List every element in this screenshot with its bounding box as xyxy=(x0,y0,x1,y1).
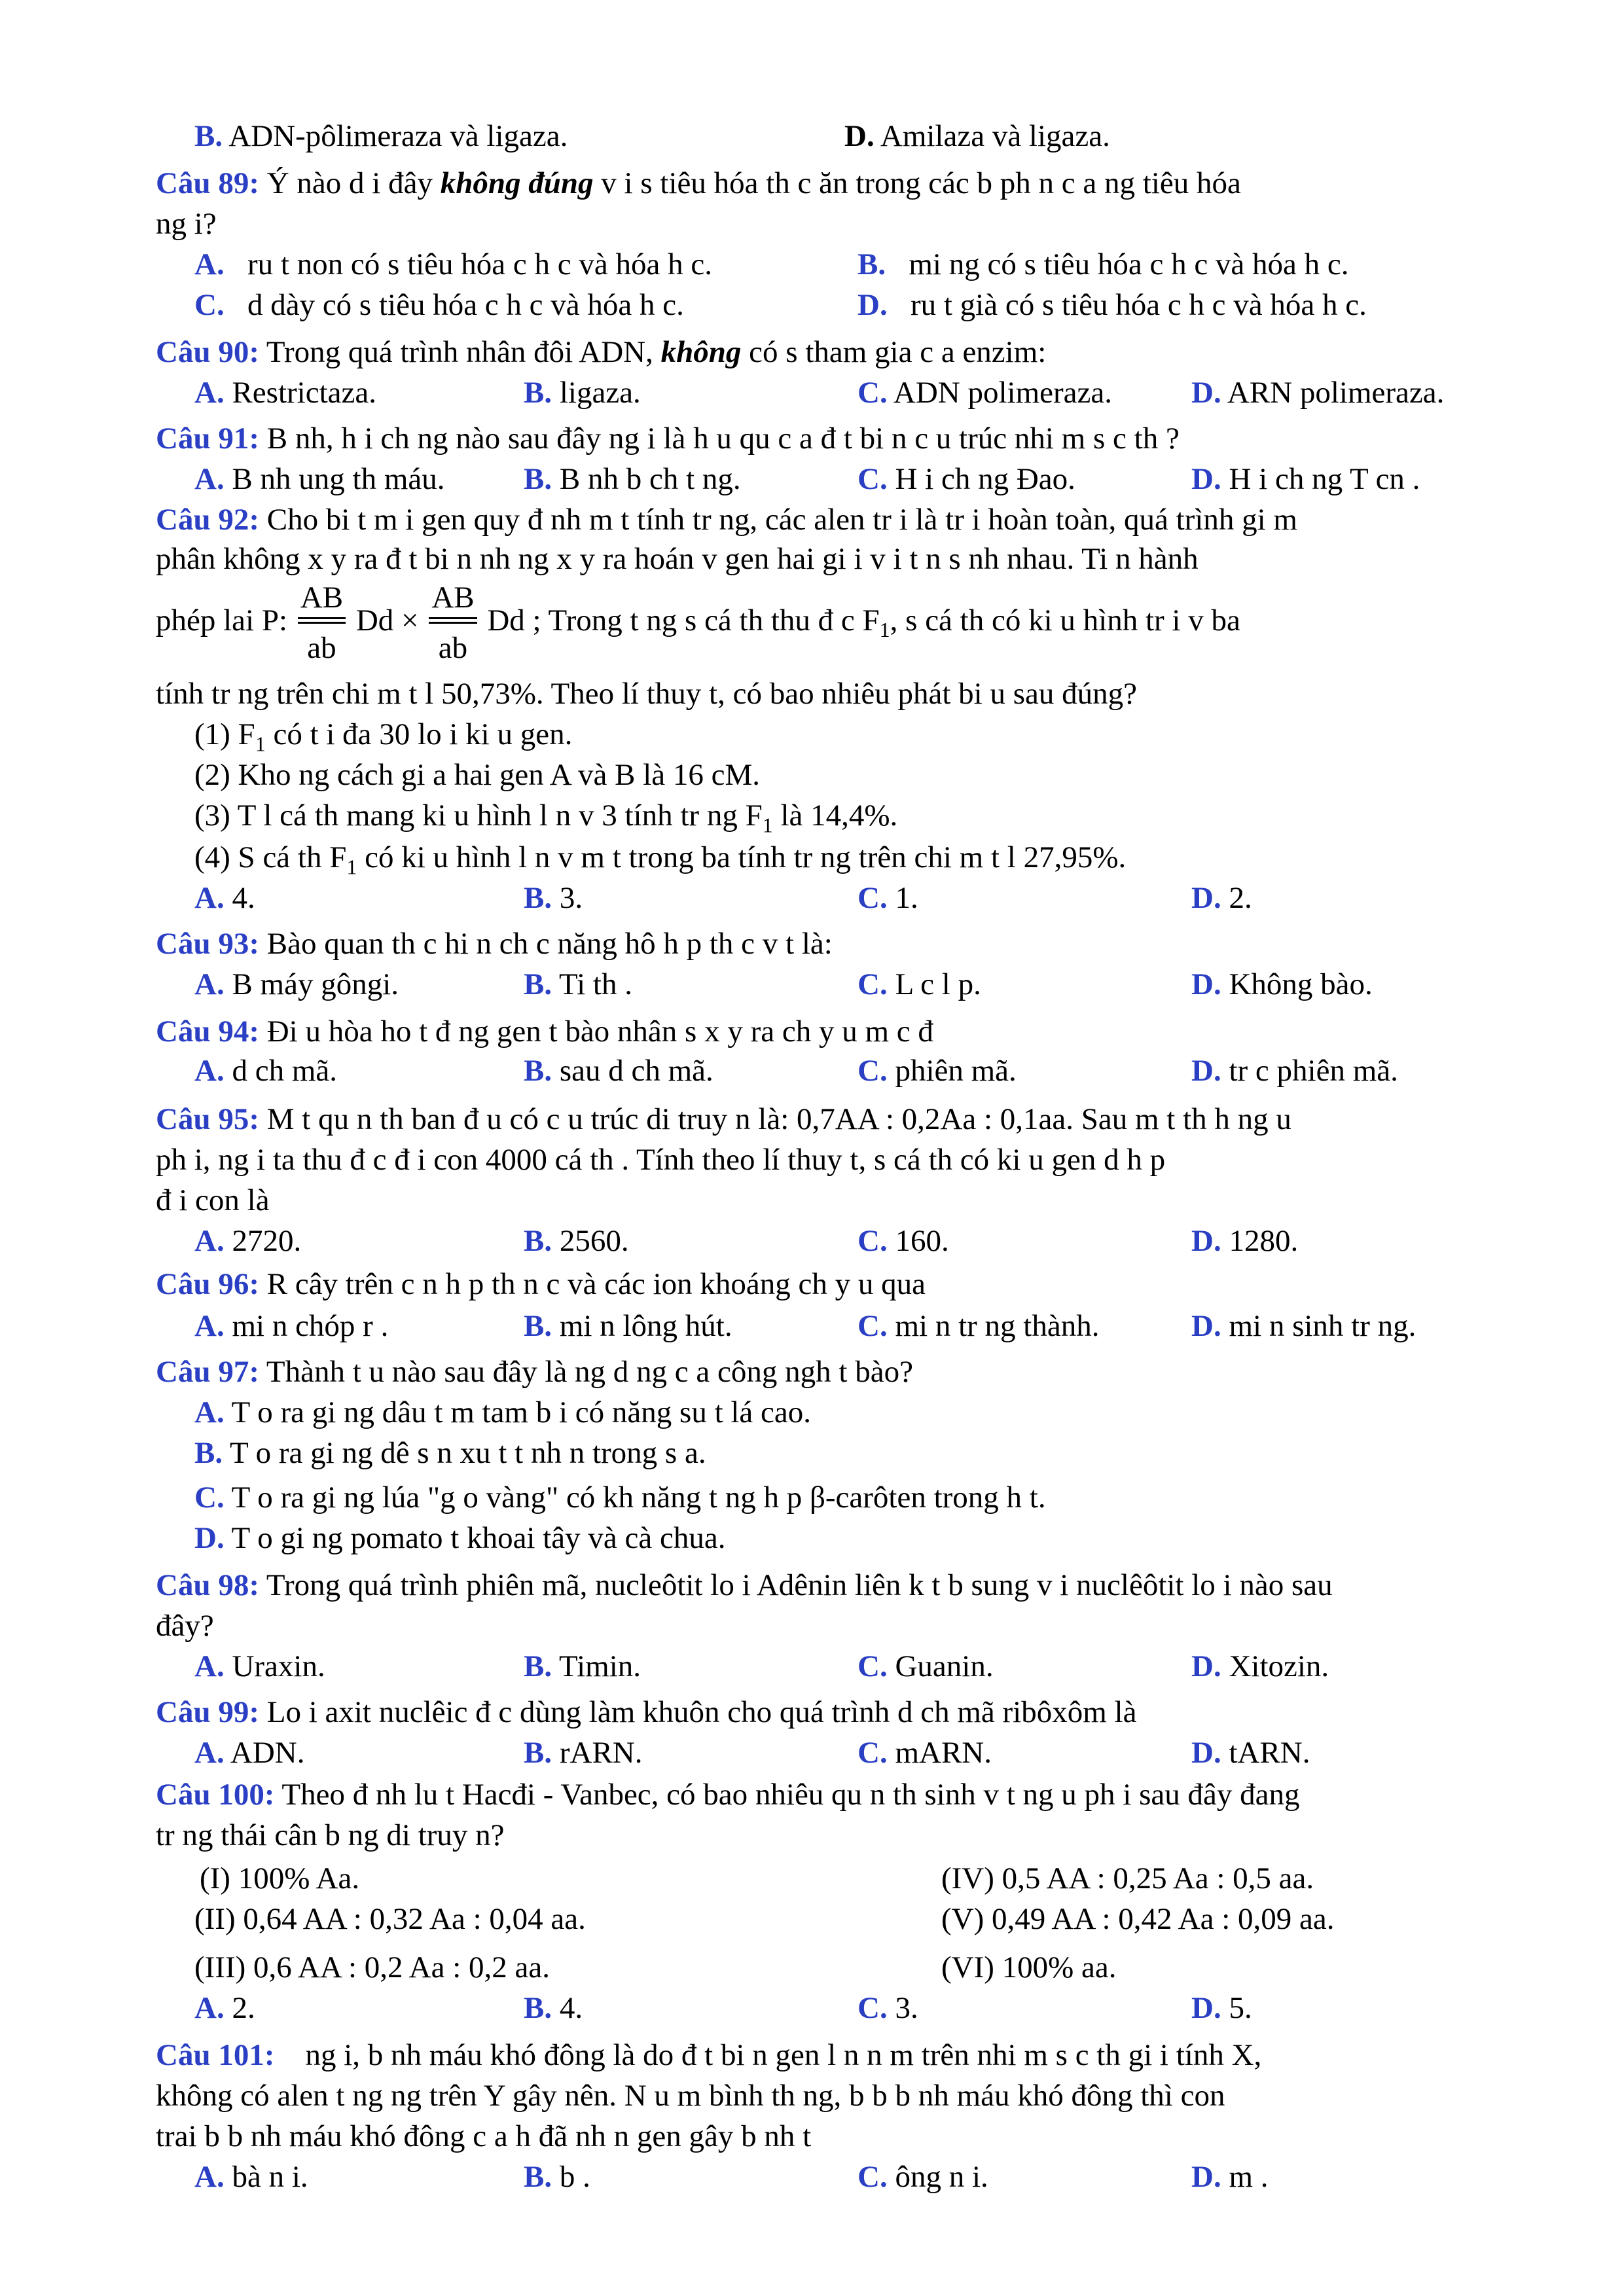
option-d xyxy=(1191,1988,1252,2028)
option-label: C. xyxy=(857,462,888,496)
cross-formula-line xyxy=(156,583,1240,664)
option-c xyxy=(857,1221,949,1261)
option-c xyxy=(857,965,981,1005)
fraction-numerator: AB xyxy=(431,581,475,615)
question-label: Câu 89: xyxy=(156,166,259,200)
option-text: Xitozin. xyxy=(1229,1649,1329,1683)
question-label: Câu 100: xyxy=(156,1778,275,1812)
option-text: 1280. xyxy=(1229,1224,1299,1258)
option-a xyxy=(194,1647,325,1687)
option-a xyxy=(194,373,376,413)
statement-text: (3) T l cá th mang ki u hình l n v 3 tính tr ng F xyxy=(194,798,763,833)
option-d xyxy=(1191,965,1373,1005)
option-label: D. xyxy=(1191,1309,1221,1343)
question-text: Cho bi t m i gen quy đ nh m t tính tr ng, các alen tr i là tr i hoàn toàn, quá trình gi m xyxy=(266,503,1297,537)
option-text: bà n i. xyxy=(232,2160,308,2194)
question-label: Câu 92: xyxy=(156,503,259,537)
option-a xyxy=(194,878,255,918)
option-label: C. xyxy=(857,1991,888,2025)
question-98 xyxy=(156,1566,1333,1605)
option-label: A. xyxy=(194,1991,225,2025)
option-d xyxy=(1191,373,1444,413)
option-a xyxy=(194,1988,255,2028)
option-a xyxy=(194,1393,811,1433)
option-label: B. xyxy=(524,1649,552,1683)
option-text: Không bào. xyxy=(1229,967,1373,1001)
option-label: D. xyxy=(1191,1736,1221,1770)
option-text: T o ra gi ng dê s n xu t t nh n trong s a. xyxy=(230,1436,706,1470)
population-iii: (III) 0,6 AA : 0,2 Aa : 0,2 aa. xyxy=(194,1950,550,1984)
question-text: ng i, b nh máu khó đông là do đ t bi n gen l n n m trên nhi m s c th gi i tính X, xyxy=(305,2038,1262,2072)
question-label: Câu 95: xyxy=(156,1102,259,1136)
option-label: C. xyxy=(857,1736,888,1770)
option-label: B. xyxy=(524,2160,552,2194)
genotype-fraction xyxy=(298,583,346,664)
question-emphasis: không xyxy=(660,335,742,369)
option-a xyxy=(194,459,445,499)
statement-4 xyxy=(194,838,1126,881)
option-text: mi n chóp r . xyxy=(232,1309,389,1343)
option-label: A. xyxy=(194,1395,225,1429)
question-text: M t qu n th ban đ u có c u trúc di truy n là: 0,7AA : 0,2Aa : 0,1aa. Sau m t th h ng u xyxy=(266,1102,1291,1136)
fraction-numerator: AB xyxy=(300,581,344,615)
option-d-prev xyxy=(844,117,1110,156)
question-text: Trong quá trình phiên mã, nucleôtit lo i Adênin liên k t b sung v i nuclêôtit lo i nào sau xyxy=(266,1568,1333,1602)
option-c xyxy=(857,459,1075,499)
fraction-denominator: ab xyxy=(307,631,336,665)
question-label: Câu 94: xyxy=(156,1014,259,1049)
option-text: 1. xyxy=(895,881,918,915)
option-label: A. xyxy=(194,462,225,496)
option-label: B. xyxy=(524,1054,552,1088)
option-a xyxy=(194,1733,304,1773)
option-b xyxy=(194,1433,706,1473)
option-label: C. xyxy=(857,1309,888,1343)
question-label: Câu 90: xyxy=(156,335,259,369)
option-label: A. xyxy=(194,967,225,1001)
option-label: A. xyxy=(194,1224,225,1258)
question-90 xyxy=(156,332,1046,372)
option-label: B. xyxy=(524,1309,552,1343)
question-text: R cây trên c n h p th n c và các ion khoáng ch y u qua xyxy=(266,1267,926,1301)
question-text: Dd ; Trong t ng s cá th thu đ c F xyxy=(487,603,880,637)
option-text: Timin. xyxy=(559,1649,641,1683)
statement-text: có t i đa 30 lo i ki u gen. xyxy=(273,717,573,751)
option-a xyxy=(194,965,399,1005)
statement-text: là 14,4%. xyxy=(780,798,898,833)
option-text: ADN. xyxy=(230,1736,305,1770)
option-text: 5. xyxy=(1229,1991,1252,2025)
option-text: rARN. xyxy=(559,1736,643,1770)
option-text: T o gi ng pomato t khoai tây và cà chua. xyxy=(231,1521,726,1555)
option-text: B máy gôngi. xyxy=(232,967,399,1001)
question-continuation: tr ng thái cân b ng di truy n? xyxy=(156,1818,505,1852)
question-101 xyxy=(156,2036,1261,2075)
question-continuation: đây? xyxy=(156,1609,214,1643)
option-label: C. xyxy=(194,288,225,322)
option-c xyxy=(857,1988,918,2028)
option-label: A. xyxy=(194,2160,225,2194)
option-label: B. xyxy=(524,1991,552,2025)
option-b xyxy=(524,1306,732,1346)
option-c xyxy=(857,878,918,918)
question-continuation: tính tr ng trên chi m t l 50,73%. Theo lí thuy t, có bao nhiêu phát bi u sau đúng? xyxy=(156,677,1137,711)
question-continuation: phân không x y ra đ t bi n nh ng x y ra hoán v gen hai gi i v i t n s nh nhau. Ti n hành xyxy=(156,542,1199,576)
question-92 xyxy=(156,500,1297,540)
option-c xyxy=(194,1478,1046,1518)
question-text: Đi u hòa ho t đ ng gen t bào nhân s x y ra ch y u m c đ xyxy=(266,1014,933,1049)
subscript: 1 xyxy=(762,813,773,837)
option-text: 160. xyxy=(895,1224,949,1258)
option-d xyxy=(1191,878,1252,918)
genotype-dd: Dd xyxy=(355,603,394,637)
option-label: B. xyxy=(857,247,886,281)
option-label: A. xyxy=(194,1649,225,1683)
option-b xyxy=(524,965,632,1005)
option-text: tARN. xyxy=(1229,1736,1310,1770)
option-text: mi n lông hút. xyxy=(559,1309,732,1343)
subscript: 1 xyxy=(255,732,266,756)
option-text: T o ra gi ng dâu t m tam b i có năng su t lá cao. xyxy=(231,1395,812,1429)
option-text: 2. xyxy=(232,1991,255,2025)
question-label: Câu 93: xyxy=(156,927,259,961)
option-label-d: D. xyxy=(844,119,875,153)
option-label: D. xyxy=(1191,1054,1221,1088)
question-text: Theo đ nh lu t Hacđi - Vanbec, có bao nhiêu qu n th sinh v t ng u ph i sau đây đang xyxy=(281,1778,1300,1812)
times-symbol: × xyxy=(401,603,419,637)
statement-1 xyxy=(194,715,572,758)
option-d xyxy=(1191,1306,1416,1346)
option-b xyxy=(524,1988,583,2028)
option-label: D. xyxy=(194,1521,225,1555)
population-ii: (II) 0,64 AA : 0,32 Aa : 0,04 aa. xyxy=(194,1902,586,1936)
option-text: 2560. xyxy=(559,1224,629,1258)
question-label: Câu 96: xyxy=(156,1267,259,1301)
option-label: A. xyxy=(194,881,225,915)
option-label: A. xyxy=(194,1054,225,1088)
fraction-double-bar xyxy=(429,617,477,624)
option-text: ông n i. xyxy=(895,2160,988,2194)
fraction-double-bar xyxy=(298,617,346,624)
option-d xyxy=(1191,1647,1329,1687)
option-label-b: B. xyxy=(194,119,223,153)
option-label: C. xyxy=(857,967,888,1001)
question-text: B nh, h i ch ng nào sau đây ng i là h u qu c a đ t bi n c u trúc nhi m s c th ? xyxy=(266,422,1180,456)
fraction-denominator: ab xyxy=(438,631,468,665)
option-a xyxy=(194,1221,301,1261)
option-text: Ti th . xyxy=(559,967,632,1001)
option-text: mARN. xyxy=(895,1736,992,1770)
option-d xyxy=(1191,2157,1269,2197)
option-b xyxy=(524,1221,629,1261)
option-text: 2. xyxy=(1229,881,1252,915)
option-label: D. xyxy=(1191,1224,1221,1258)
option-text: m . xyxy=(1229,2160,1269,2194)
subscript: 1 xyxy=(346,855,357,879)
option-label: D. xyxy=(1191,967,1221,1001)
option-a xyxy=(194,2157,308,2197)
option-label: C. xyxy=(857,2160,888,2194)
option-c xyxy=(857,1647,994,1687)
statement-3 xyxy=(194,796,897,839)
option-label: D. xyxy=(1191,376,1221,410)
option-text: b . xyxy=(559,2160,590,2194)
option-label: D. xyxy=(857,288,888,322)
option-text: L c l p. xyxy=(895,967,981,1001)
question-95 xyxy=(156,1100,1291,1139)
option-text: 2720. xyxy=(232,1224,302,1258)
question-continuation: ng i? xyxy=(156,207,217,241)
option-text: tr c phiên mã. xyxy=(1229,1054,1398,1088)
population-v: (V) 0,49 AA : 0,42 Aa : 0,09 aa. xyxy=(941,1902,1335,1936)
option-text: Amilaza và ligaza. xyxy=(880,119,1110,153)
option-label: B. xyxy=(524,1736,552,1770)
option-text: mi ng có s tiêu hóa c h c và hóa h c. xyxy=(909,247,1349,281)
statement-text: (4) S cá th F xyxy=(194,840,347,874)
population-i: (I) 100% Aa. xyxy=(200,1861,360,1895)
option-b-prev xyxy=(194,117,568,156)
statement-2: (2) Kho ng cách gi a hai gen A và B là 16 cM. xyxy=(194,758,761,792)
question-93 xyxy=(156,924,833,964)
question-label: Câu 91: xyxy=(156,422,259,456)
question-text: Thành t u nào sau đây là ng d ng c a công ngh t bào? xyxy=(266,1355,913,1389)
option-label: C. xyxy=(857,1054,888,1088)
question-91 xyxy=(156,419,1180,459)
question-96 xyxy=(156,1265,926,1304)
question-continuation: không có alen t ng ng trên Y gây nên. N u m bình th ng, b b b nh máu khó đông thì con xyxy=(156,2079,1225,2113)
option-label: C. xyxy=(194,1480,225,1515)
option-label: B. xyxy=(524,881,552,915)
option-text: ADN polimeraza. xyxy=(893,376,1112,410)
question-99 xyxy=(156,1693,1136,1732)
option-text: d dày có s tiêu hóa c h c và hóa h c. xyxy=(247,288,684,322)
question-94 xyxy=(156,1012,933,1052)
statement-text: (1) F xyxy=(194,717,255,751)
option-c xyxy=(857,1051,1017,1091)
option-text: ARN polimeraza. xyxy=(1227,376,1445,410)
option-b xyxy=(524,1733,643,1773)
question-text: v i s tiêu hóa th c ăn trong các b ph n c a ng tiêu hóa xyxy=(601,166,1241,200)
question-text: có s tham gia c a enzim: xyxy=(749,335,1047,369)
option-text: phiên mã. xyxy=(895,1054,1017,1088)
question-text: Ý nào d i đây xyxy=(266,166,433,200)
question-emphasis: không đúng xyxy=(440,166,594,200)
option-label: B. xyxy=(524,1224,552,1258)
option-text: T o ra gi ng lúa "g o vàng" có kh năng t ng h p β-carôten trong h t. xyxy=(231,1480,1046,1515)
option-label: B. xyxy=(524,462,552,496)
option-text: mi n sinh tr ng. xyxy=(1229,1309,1416,1343)
option-a xyxy=(194,1306,388,1346)
option-text: ADN-pôlimeraza và ligaza. xyxy=(228,119,568,153)
question-continuation: đ i con là xyxy=(156,1183,270,1217)
option-c xyxy=(857,1306,1099,1346)
statement-text: có ki u hình l n v m t trong ba tính tr ng trên chi m t l 27,95%. xyxy=(365,840,1127,874)
option-label: A. xyxy=(194,247,225,281)
option-label: C. xyxy=(857,376,888,410)
option-b xyxy=(524,878,583,918)
option-a xyxy=(194,1051,337,1091)
option-text: Uraxin. xyxy=(232,1649,325,1683)
option-text: 4. xyxy=(559,1991,583,2025)
question-89 xyxy=(156,164,1241,204)
question-text: Bào quan th c hi n ch c năng hô h p th c v t là: xyxy=(266,927,833,961)
option-label: C. xyxy=(857,1649,888,1683)
population-iv: (IV) 0,5 AA : 0,25 Aa : 0,5 aa. xyxy=(941,1861,1314,1895)
option-d xyxy=(1191,1221,1298,1261)
option-label: C. xyxy=(857,1224,888,1258)
option-text: H i ch ng T cn . xyxy=(1229,462,1420,496)
option-text: d ch mã. xyxy=(232,1054,337,1088)
option-b xyxy=(524,1051,713,1091)
genotype-fraction xyxy=(429,583,477,664)
option-text: 4. xyxy=(232,881,255,915)
option-text: B nh b ch t ng. xyxy=(559,462,741,496)
question-continuation: ph i, ng i ta thu đ c đ i con 4000 cá th . Tính theo lí thuy t, s cá th có ki u gen d h p xyxy=(156,1143,1166,1177)
option-label: B. xyxy=(524,967,552,1001)
population-vi: (VI) 100% aa. xyxy=(941,1950,1117,1984)
option-text: Restrictaza. xyxy=(232,376,376,410)
subscript: 1 xyxy=(879,618,890,642)
option-c xyxy=(194,285,684,325)
option-d xyxy=(1191,1051,1398,1091)
question-text: Lo i axit nuclêic đ c dùng làm khuôn cho quá trình d ch mã ribôxôm là xyxy=(266,1695,1137,1729)
question-text: Trong quá trình nhân đôi ADN, xyxy=(266,335,653,369)
option-b xyxy=(524,2157,590,2197)
question-text: , s cá th có ki u hình tr i v ba xyxy=(890,603,1240,637)
option-text: Guanin. xyxy=(895,1649,994,1683)
option-c xyxy=(857,373,1112,413)
option-b xyxy=(857,245,1349,285)
question-97 xyxy=(156,1352,913,1392)
question-label: Câu 98: xyxy=(156,1568,259,1602)
option-a xyxy=(194,245,712,285)
question-100 xyxy=(156,1775,1299,1815)
option-label: B. xyxy=(524,376,552,410)
cross-label: phép lai P: xyxy=(156,603,288,637)
option-text: ru t già có s tiêu hóa c h c và hóa h c. xyxy=(910,288,1367,322)
option-label: D. xyxy=(1191,1649,1221,1683)
option-c xyxy=(857,1733,992,1773)
option-c xyxy=(857,2157,988,2197)
question-label: Câu 101: xyxy=(156,2038,275,2072)
option-label: B. xyxy=(194,1436,223,1470)
option-text: 3. xyxy=(559,881,583,915)
option-label: D. xyxy=(1191,881,1221,915)
option-label: D. xyxy=(1191,462,1221,496)
option-text: 3. xyxy=(895,1991,918,2025)
option-d xyxy=(857,285,1367,325)
option-text: H i ch ng Đao. xyxy=(895,462,1075,496)
question-continuation: trai b b nh máu khó đông c a h đã nh n gen gây b nh t xyxy=(156,2119,812,2153)
option-d xyxy=(1191,459,1420,499)
option-d xyxy=(1191,1733,1310,1773)
option-label: C. xyxy=(857,881,888,915)
option-b xyxy=(524,1647,641,1687)
option-b xyxy=(524,459,741,499)
option-label: D. xyxy=(1191,2160,1221,2194)
question-label: Câu 97: xyxy=(156,1355,259,1389)
option-text: B nh ung th máu. xyxy=(232,462,445,496)
option-b xyxy=(524,373,641,413)
option-text: mi n tr ng thành. xyxy=(895,1309,1100,1343)
option-d xyxy=(194,1518,725,1558)
option-label: A. xyxy=(194,1736,225,1770)
option-text: ru t non có s tiêu hóa c h c và hóa h c. xyxy=(247,247,712,281)
option-text: sau d ch mã. xyxy=(559,1054,713,1088)
option-label: A. xyxy=(194,376,225,410)
option-label: A. xyxy=(194,1309,225,1343)
question-label: Câu 99: xyxy=(156,1695,259,1729)
option-text: ligaza. xyxy=(559,376,641,410)
option-label: D. xyxy=(1191,1991,1221,2025)
